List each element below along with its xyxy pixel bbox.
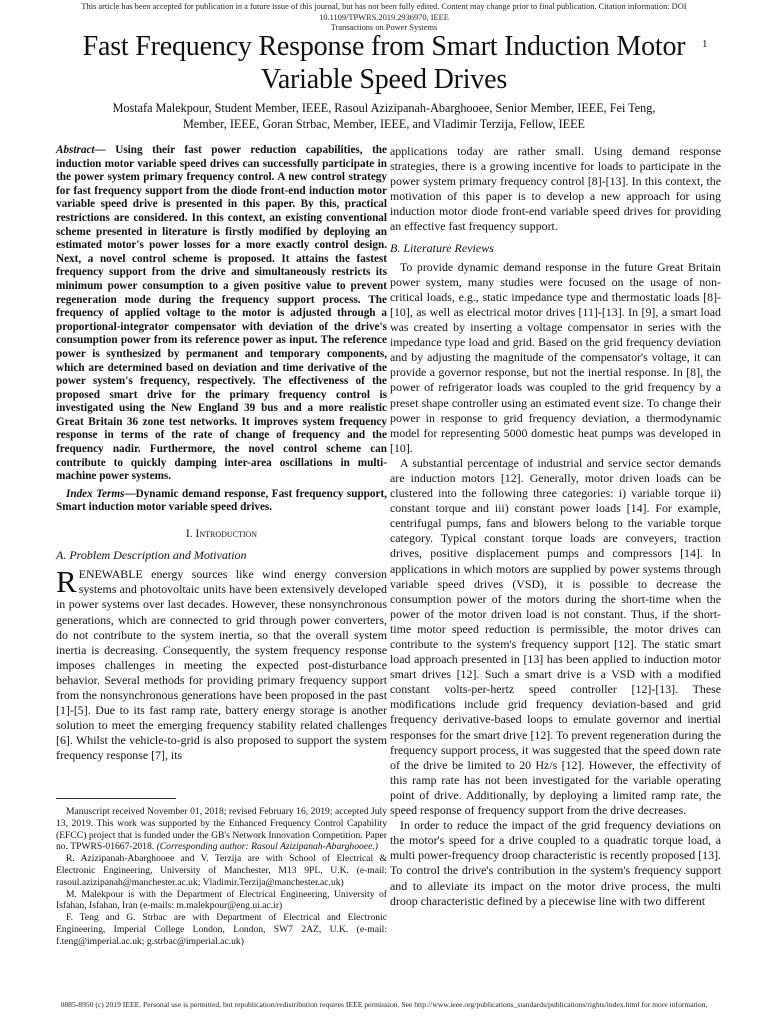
section-title: Introduction [195,528,258,541]
journal-notice-line2: Transactions on Power Systems [330,23,438,32]
footnotes [56,798,387,948]
literature-paragraph-1: To provide dynamic demand response in the future Great Britain power system, many studies were focused on the usage of non-critical loads, e.g., static impedance type and thermostatic loads [8]-[10], as well as electrical motor drives [11]-[13]. In [9], a smart load was created by inserting a voltage compensator in series with the impedance type load and grid. Based on the grid frequency deviation and by adjusting the magnitude of the compensator's voltage, it can provide a governor response, but not the inertial response. In [8], the power of refrigerator loads was coupled to the grid frequency by a preset shape controller using an estimated event size. To change their power in response to grid frequency deviation, a thermodynamic model for representing 5000 domestic heat pumps was developed in [10]. [390,259,721,455]
abstract-text: Using their fast power reduction capabilities, the induction motor variable speed drives can successfully participate in the power system primary frequency control. A new control strategy for fast frequency support from the diode front-end induction motor variable speed drive is presented in this paper. By this, practical restrictions are considered. In this context, an existing conventional scheme presented in literature is firstly modified by deploying an estimated motor's power losses for a more exactly control design. Next, a novel control scheme is proposed. It attains the fastest frequency support from the drive and simultaneously restricts its minimum power consumption to a given positive value to prevent regeneration mode during the frequency support process. The frequency of applied voltage to the motor is adjusted through a proportional-integrator compensator with deviation of the drive's consumption power from its reference power as input. The reference power is synthesized by permanent and temporary components, which are determined based on deviation and time derivative of the power system's frequency, respectively. The effectiveness of the proposed smart drive for the primary frequency control is investigated using the New England 39 bus and a more realistic Great Britain 36 zone test networks. It improves system frequency response in terms of the rate of change of frequency and the frequency nadir. Furthermore, the novel control scheme can contribute to quickly damping inter-area oscillations in multi-machine power systems. [56,144,387,483]
abstract-label: Abstract— [56,144,106,156]
index-terms-label: Index Terms [66,487,125,500]
intro-paragraph-1 [56,564,387,763]
page-number: 1 [702,38,708,50]
author-list [60,100,708,132]
journal-notice-line1: This article has been accepted for publication in a future issue of this journal, but has not been fully edited. Content may change prior to final publication. Citation information: DOI 10.1109/TPWRS.2019.2936970, IEEE [81,2,687,22]
footnote-affiliation-isfahan: M. Malekpour is with the Department of Electrical Engineering, University of Isfahan, Isfahan, Iran (e-mails: m.malekpour@eng.ui.ac.ir) [56,888,387,912]
index-terms-text: —Dynamic demand response, Fast frequency support, Smart induction motor variable speed drives. [56,487,387,514]
drop-cap: R [56,564,77,600]
copyright-footer: 0885-8950 (c) 2019 IEEE. Personal use is permitted, but republication/redistribution requires IEEE permission. See http://www.ieee.org/publications_standards/publications/rights/index.html for more information. [60,1000,708,1009]
author-line-2: Member, IEEE, Goran Strbac, Member, IEEE, and Vladimir Terzija, Fellow, IEEE [182,117,586,131]
footnote-manuscript-text: Manuscript received November 01, 2018; revised February 16, 2019; accepted July 13, 2019. This work was supported by the Enhanced Frequency Control Capability (EFCC) project that is funded under the GB's Network Innovation Competition. Paper no. TPWRS-01667-2018. [56,806,387,853]
right-column [390,144,721,909]
section-heading-introduction [56,527,387,542]
footnote-affiliation-manchester: R. Azizipanah-Abarghooee and V. Terzija are with School of Electrical & Electronic Engineering, University of Manchester, M13 9PL, U.K. (e-mail: rasoul.azizipanah@manchester.ac.uk; Vladimir.Terzija@manchester.ac.uk) [56,853,387,888]
paper-title: Fast Frequency Response from Smart Induction Motor Variable Speed Drives [82,31,686,95]
literature-paragraph-2: A substantial percentage of industrial and service sector demands are induction motors [12]. Generally, motor driven loads can be clustered into the following three categories: i) variable torque ii) constant torque and iii) constant power loads [14]. For example, centrifugal pumps, fans and blowers belong to the variable torque category. Typical constant torque loads are conveyers, traction drives, positive displacement pumps and compressors [14]. In applications in which motors are supplied by power systems through variable speed drives (VSD), it is possible to decrease the consumption power of the motors during the short-time when the power of the motor driven load is not constant. Thus, if the short-time motor speed reduction is permissible, the motor drives can contribute to the system's frequency support [12]. The static smart load approach presented in [13] has been applied to induction motor smart drives [12]. Such a smart drive is a VSD with a modified constant volts-per-hertz speed controller [12]-[13]. These modifications include grid frequency deviation-based and grid frequency derivative-based loops to emulate governor and inertial responses for the smart drive [12]. To prevent regeneration during the frequency support process, it was suggested that the speed down rate of the drive be limited to 20 Hz/s [12]. However, the effectivity of this ramp rate has not been investigated for the variable operating point of drive. Additionally, by deploying a limited ramp rate, the speed response of frequency support from the drive decreases. [390,455,721,818]
left-column [56,144,387,763]
subsection-heading-b: B. Literature Reviews [390,240,494,255]
index-terms [56,488,387,515]
journal-notice [30,2,738,34]
intro-paragraph-1-text: energy sources like wind energy conversion systems and photovoltaic units have been extensively developed in power systems over last decades. However, these nonsynchronous generations, which are connected to grid through power converters, do not contribute to the system inertia, so that the overall system inertia is decreasing. Consequently, the system frequency response imposes challenges in meeting the expected post-disturbance behavior. Several methods for providing primary frequency support from the nonsynchronous generations have been proposed in the past [1]-[5]. Due to its fast ramp rate, battery energy storage is another solution to meet the emerging frequency stability related challenges [6]. Whilst the vehicle-to-grid is also proposed to support the system frequency response [7], its [56,567,387,763]
subsection-heading-a: A. Problem Description and Motivation [56,548,247,563]
lead-word: ENEWABLE [78,567,143,582]
footnote-rule [56,798,176,799]
intro-paragraph-continued: applications today are rather small. Using demand response strategies, there is a growing incentive for loads to participate in the power system primary frequency control [8]-[13]. In this context, the motivation of this paper is to develop a new approach for using induction motor diode front-end variable speed drives for providing an effective fast frequency support. [390,144,721,234]
literature-paragraph-3: In order to reduce the impact of the grid frequency deviations on the motor's speed for a drive coupled to a quadratic torque load, a multi power-frequency droop characteristic is recently proposed [13]. To control the drive's contribution in the system's frequency support and to alleviate its impact on the motor drive process, the multi droop characteristic defined by a piecewise line with two different [390,818,721,908]
corresponding-author: (Corresponding author: Rasoul Azizipanah-Abarghooee.) [156,841,378,853]
footnote-affiliation-imperial: F. Teng and G. Strbac are with Department of Electrical and Electronic Engineering, Imperial College London, London, SW7 2AZ, U.K. (e-mail: f.teng@imperial.ac.uk; g.strbac@imperial.ac.uk) [56,912,387,947]
section-number: I. [185,528,193,541]
abstract [56,144,387,484]
author-line-1: Mostafa Malekpour, Student Member, IEEE, Rasoul Azizipanah-Abarghooee, Senior Member, IEEE, Fei Teng, [112,101,656,115]
footnote-manuscript [56,806,387,853]
